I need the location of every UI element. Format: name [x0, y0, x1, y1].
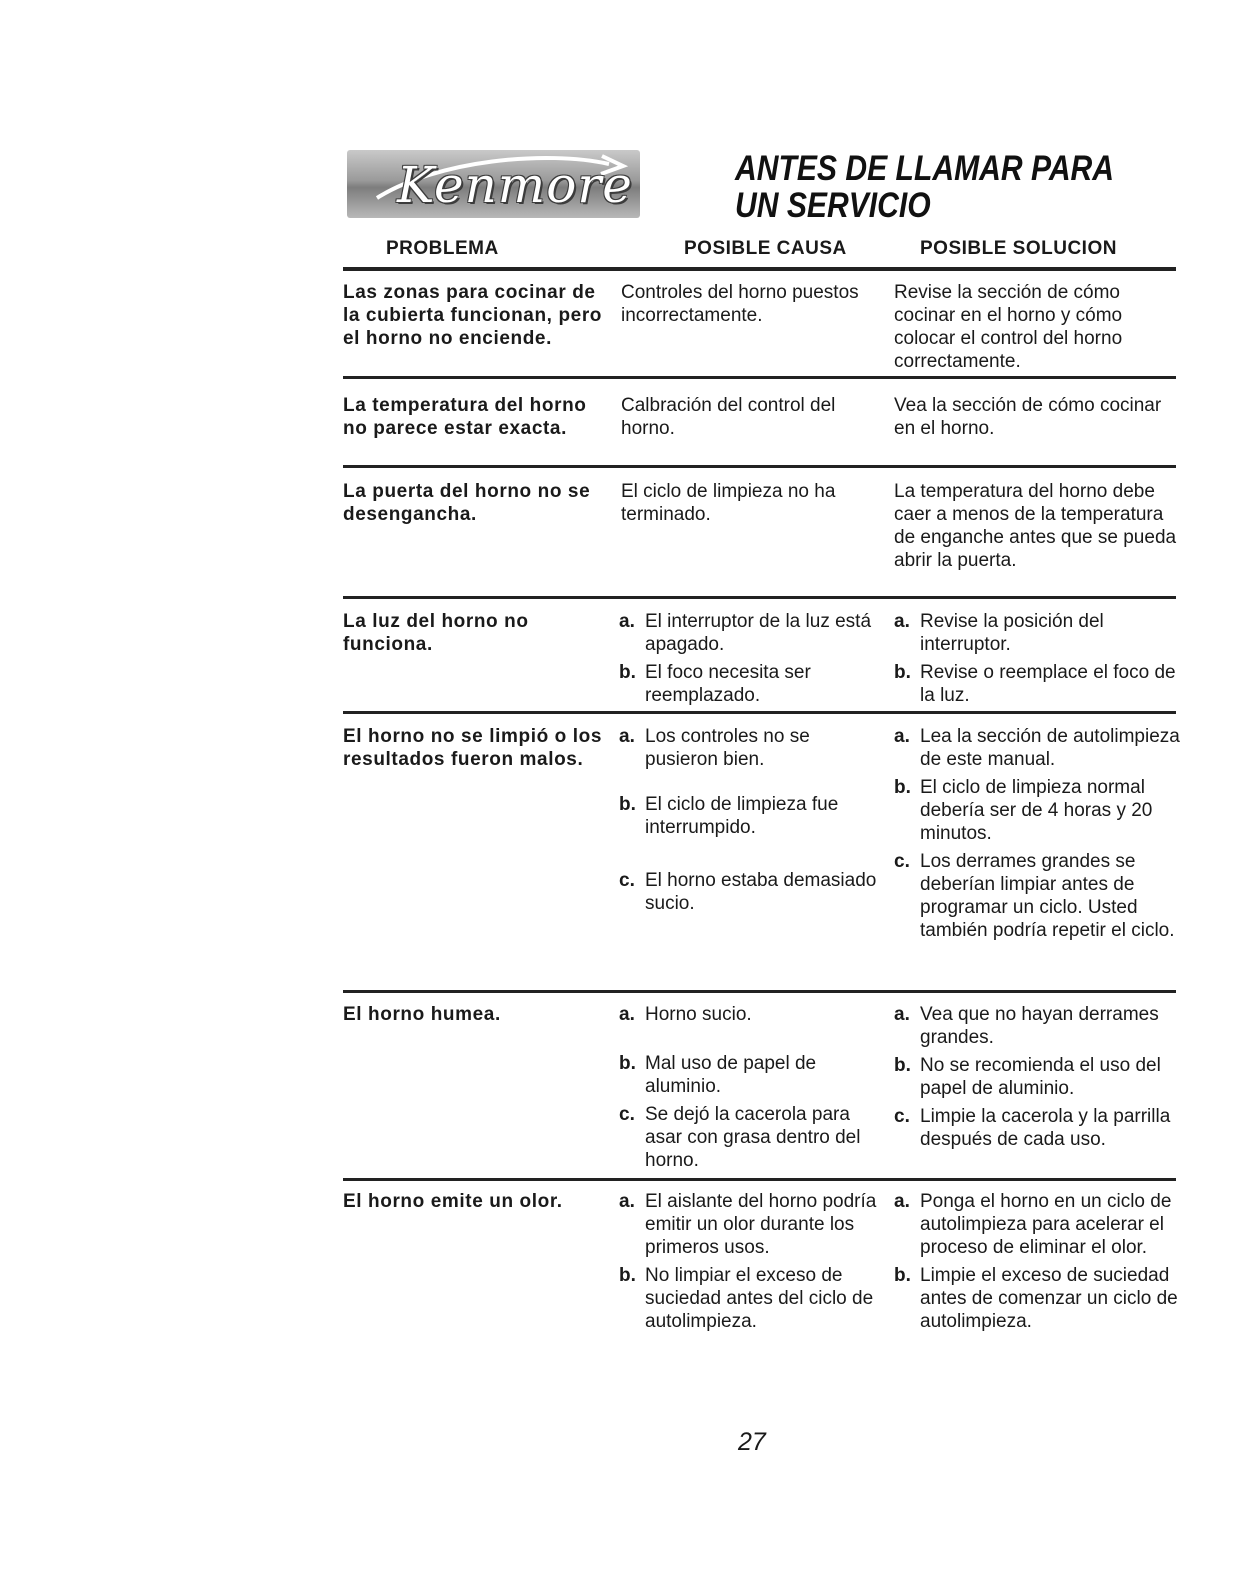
cause-item: a. El aislante del horno podría emitir un olor durante los primeros usos. — [619, 1191, 877, 1258]
row-divider — [343, 465, 1176, 468]
solution-item: b. Revise o reemplace el foco de la luz. — [894, 662, 1176, 706]
cause-text: Calbración del control del horno. — [621, 395, 836, 439]
solution-item: a. Lea la sección de autolimpieza de este manual. — [894, 726, 1180, 770]
solution-item: b. No se recomienda el uso del papel de aluminio. — [894, 1055, 1161, 1099]
cause-item: c. Se dejó la cacerola para asar con grasa dentro del horno. — [619, 1104, 861, 1171]
logo-text: Kenmore — [397, 156, 633, 214]
row-divider — [343, 711, 1176, 714]
cause-text: El ciclo de limpieza no ha terminado. — [621, 481, 836, 525]
kenmore-logo — [347, 150, 640, 218]
solution-list — [894, 1190, 1184, 1338]
problem-text: La temperatura del horno no parece estar exacta. — [343, 395, 587, 439]
problem-text: El horno emite un olor. — [343, 1191, 563, 1212]
header-divider — [343, 267, 1176, 271]
solution-list — [894, 1003, 1184, 1156]
header-problem: PROBLEMA — [386, 238, 499, 259]
cause-text: Controles del horno puestos incorrectamente. — [621, 282, 859, 326]
solution-list — [894, 725, 1184, 947]
page-title: ANTES DE LLAMAR PARA UN SERVICIO — [735, 149, 1113, 225]
solution-item: a. Revise la posición del interruptor. — [894, 611, 1104, 655]
cause-list — [619, 725, 879, 920]
problem-text: Las zonas para cocinar de la cubierta funcionan, pero el horno no enciende. — [343, 282, 603, 349]
solution-list — [894, 610, 1184, 712]
solution-text: Revise la sección de cómo cocinar en el horno y cómo colocar el control del horno correctamente. — [894, 282, 1123, 372]
problem-text: El horno humea. — [343, 1004, 501, 1025]
cause-list — [619, 1190, 879, 1338]
solution-text: Vea la sección de cómo cocinar en el horno. — [894, 395, 1162, 439]
cause-item: c. El horno estaba demasiado sucio. — [619, 870, 877, 914]
problem-text: La puerta del horno no se desengancha. — [343, 481, 591, 525]
header-cause: POSIBLE CAUSA — [684, 238, 847, 259]
cause-list — [619, 1003, 879, 1177]
row-divider — [343, 1178, 1176, 1181]
solution-item: a. Vea que no hayan derrames grandes. — [894, 1004, 1159, 1048]
cause-item: b. El ciclo de limpieza fue interrumpido. — [619, 794, 839, 838]
solution-item: b. Limpie el exceso de suciedad antes de comenzar un ciclo de autolimpieza. — [894, 1265, 1178, 1332]
cause-item: a. Horno sucio. — [619, 1004, 752, 1025]
row-divider — [343, 596, 1176, 599]
cause-item: b. El foco necesita ser reemplazado. — [619, 662, 811, 706]
header-solution: POSIBLE SOLUCION — [920, 238, 1117, 259]
cause-item: b. No limpiar el exceso de suciedad antes del ciclo de autolimpieza. — [619, 1265, 874, 1332]
problem-text: El horno no se limpió o los resultados fueron malos. — [343, 726, 602, 770]
problem-text: La luz del horno no funciona. — [343, 611, 529, 655]
cause-item: b. Mal uso de papel de aluminio. — [619, 1053, 817, 1097]
row-divider — [343, 990, 1176, 993]
page-number: 27 — [738, 1428, 766, 1456]
cause-item: a. El interruptor de la luz está apagado. — [619, 611, 872, 655]
solution-item: c. Limpie la cacerola y la parrilla después de cada uso. — [894, 1106, 1171, 1150]
solution-text: La temperatura del horno debe caer a menos de la temperatura de enganche antes que se pueda abrir la puerta. — [894, 481, 1177, 571]
cause-list — [619, 610, 879, 712]
row-divider — [343, 376, 1176, 379]
cause-item: a. Los controles no se pusieron bien. — [619, 726, 810, 770]
solution-item: a. Ponga el horno en un ciclo de autolimpieza para acelerar el proceso de eliminar el olor. — [894, 1191, 1172, 1258]
solution-item: b. El ciclo de limpieza normal debería ser de 4 horas y 20 minutos. — [894, 777, 1153, 844]
solution-item: c. Los derrames grandes se deberían limpiar antes de programar un ciclo. Usted también podría repetir el ciclo. — [894, 851, 1175, 941]
